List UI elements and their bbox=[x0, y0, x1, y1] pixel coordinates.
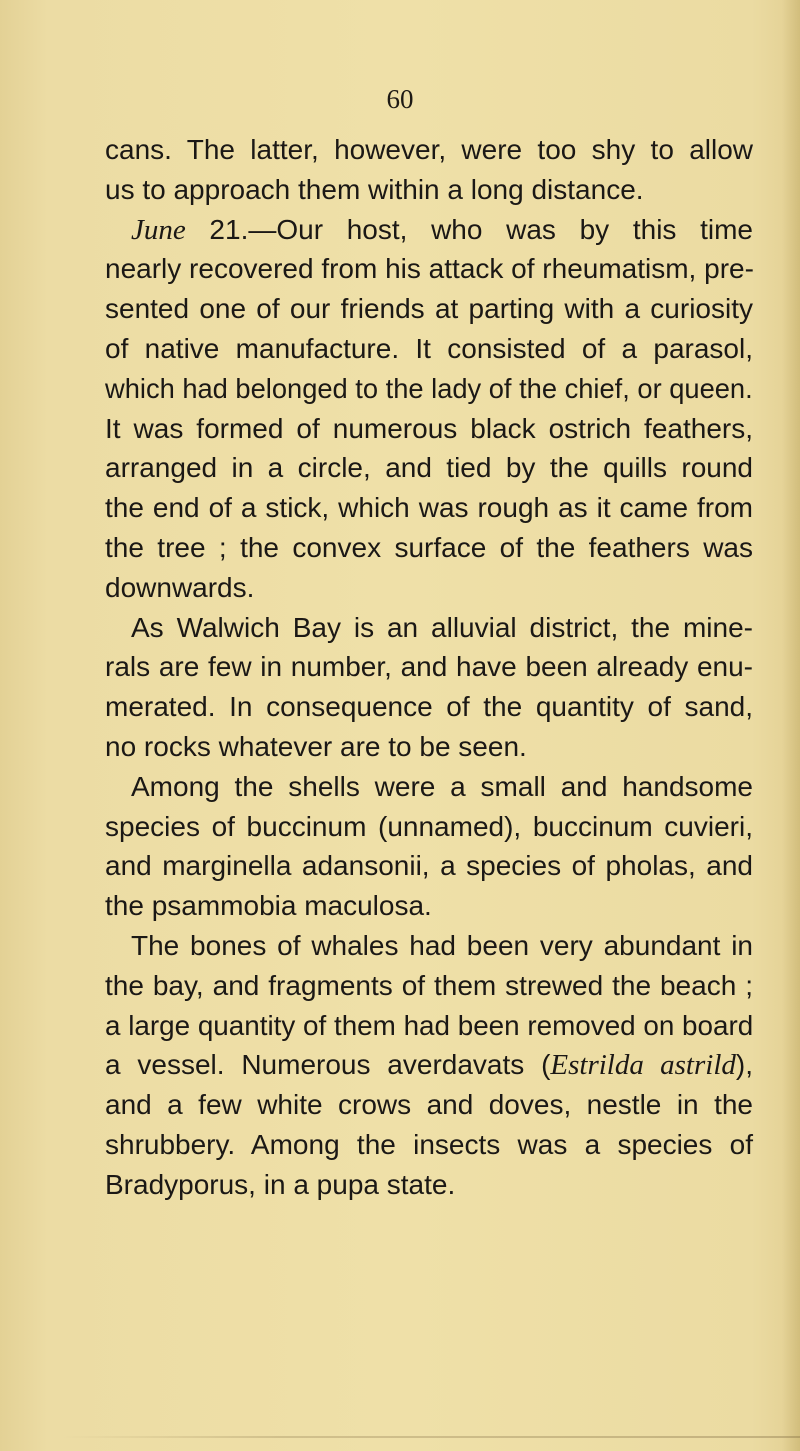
text-line: of native manufacture. It consisted of a parasol, bbox=[105, 332, 753, 364]
page-edge-shadow bbox=[782, 0, 800, 1451]
text-line: which had belonged to the lady of the chief, or queen. bbox=[105, 372, 753, 404]
body-text bbox=[105, 130, 753, 1205]
text-line: species of buccinum (unnamed), buccinum cuvieri, bbox=[105, 810, 753, 842]
text-line: As Walwich Bay is an alluvial district, the mine- bbox=[131, 611, 753, 643]
text-line: nearly recovered from his attack of rheumatism, pre- bbox=[105, 253, 754, 285]
text-line: the tree ; the convex surface of the feathers was bbox=[105, 531, 753, 563]
date-italic: June bbox=[131, 213, 186, 246]
text-line: a large quantity of them had been removed on board bbox=[105, 1009, 754, 1041]
species-italic: Estrilda astrild bbox=[550, 1049, 736, 1082]
text-line-end: ), bbox=[735, 1049, 753, 1081]
text-line: The bones of whales had been very abundant in bbox=[131, 929, 753, 961]
text-line: sented one of our friends at parting with a curiosity bbox=[105, 293, 753, 325]
text-line: rals are few in number, and have been already enu- bbox=[105, 651, 753, 683]
text-line: Among the shells were a small and handsome bbox=[131, 770, 753, 802]
text-line-rest: 21.—Our host, who was by this time bbox=[185, 213, 753, 245]
text-line: It was formed of numerous black ostrich feathers, bbox=[105, 412, 753, 444]
text-line: no rocks whatever are to be seen. bbox=[105, 730, 527, 762]
page-number: 60 bbox=[386, 84, 414, 114]
text-line: the psammobia maculosa. bbox=[105, 890, 432, 922]
text-line bbox=[105, 1045, 753, 1085]
text-line: downwards. bbox=[105, 571, 255, 603]
text-line: us to approach them within a long distance. bbox=[105, 173, 644, 205]
page-bottom-edge bbox=[60, 1436, 800, 1438]
text-line: and marginella adansonii, a species of pholas, and bbox=[105, 850, 753, 882]
text-line: shrubbery. Among the insects was a species of bbox=[105, 1128, 753, 1160]
text-line: Bradyporus, in a pupa state. bbox=[105, 1168, 456, 1200]
text-line: merated. In consequence of the quantity of sand, bbox=[105, 691, 753, 723]
text-line: the bay, and fragments of them strewed the beach ; bbox=[105, 969, 753, 1001]
text-line: arranged in a circle, and tied by the quills round bbox=[105, 452, 753, 484]
text-line bbox=[105, 210, 753, 250]
text-line: the end of a stick, which was rough as it came from bbox=[105, 492, 753, 524]
text-line: and a few white crows and doves, nestle in the bbox=[105, 1089, 753, 1121]
text-line: cans. The latter, however, were too shy to allow bbox=[105, 134, 753, 165]
text-line-start: a vessel. Numerous averdavats ( bbox=[105, 1049, 551, 1081]
